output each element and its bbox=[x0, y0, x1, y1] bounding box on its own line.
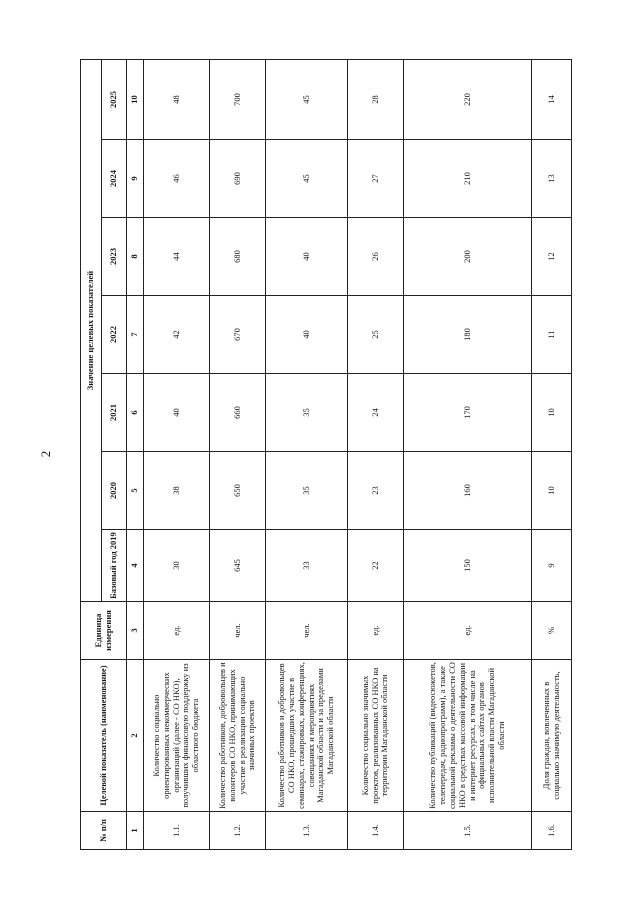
column-number: 8 bbox=[127, 218, 144, 296]
indicators-table bbox=[80, 59, 572, 850]
row-value: 35 bbox=[266, 374, 348, 452]
row-num: 1.4. bbox=[348, 812, 404, 850]
table-row bbox=[404, 59, 532, 849]
header-values-group: Значение целевых показателей bbox=[81, 59, 102, 601]
row-value: 40 bbox=[144, 374, 210, 452]
row-value: 38 bbox=[144, 452, 210, 530]
row-unit: чел. bbox=[210, 602, 266, 660]
row-value: 44 bbox=[144, 218, 210, 296]
row-value: 46 bbox=[144, 140, 210, 218]
row-value: 48 bbox=[144, 59, 210, 139]
row-value: 660 bbox=[210, 374, 266, 452]
row-num: 1.3. bbox=[266, 812, 348, 850]
row-value: 170 bbox=[404, 374, 532, 452]
row-value: 220 bbox=[404, 59, 532, 139]
row-indicator-name: Количество социально ориентированных некоммерческих организаций (далее - СО НКО), получивших финансовую поддержку из областного бюджета bbox=[144, 660, 210, 812]
row-value: 13 bbox=[532, 140, 572, 218]
row-value: 22 bbox=[348, 530, 404, 602]
table-row bbox=[144, 59, 210, 849]
column-number: 2 bbox=[127, 660, 144, 812]
column-number: 7 bbox=[127, 296, 144, 374]
row-value: 40 bbox=[266, 296, 348, 374]
row-value: 200 bbox=[404, 218, 532, 296]
row-value: 45 bbox=[266, 59, 348, 139]
header-year: 2021 bbox=[102, 374, 127, 452]
row-indicator-name: Количество работников, добровольцев и волонтеров СО НКО, принимающих участие в реализации социально значимых проектов bbox=[210, 660, 266, 812]
row-value: 180 bbox=[404, 296, 532, 374]
row-value: 27 bbox=[348, 140, 404, 218]
row-value: 210 bbox=[404, 140, 532, 218]
row-num: 1.6. bbox=[532, 812, 572, 850]
header-year: 2023 bbox=[102, 218, 127, 296]
row-indicator-name: Доля граждан, вовлеченных в социально значимую деятельность, bbox=[532, 660, 572, 812]
row-num: 1.5. bbox=[404, 812, 532, 850]
row-value: 14 bbox=[532, 59, 572, 139]
row-unit: чел. bbox=[266, 602, 348, 660]
row-value: 25 bbox=[348, 296, 404, 374]
row-value: 670 bbox=[210, 296, 266, 374]
row-value: 40 bbox=[266, 218, 348, 296]
row-unit: % bbox=[532, 602, 572, 660]
row-value: 24 bbox=[348, 374, 404, 452]
row-value: 680 bbox=[210, 218, 266, 296]
table-row bbox=[266, 59, 348, 849]
header-num: № п/п bbox=[81, 812, 127, 850]
column-number: 5 bbox=[127, 452, 144, 530]
row-value: 23 bbox=[348, 452, 404, 530]
header-year: 2020 bbox=[102, 452, 127, 530]
row-num: 1.2. bbox=[210, 812, 266, 850]
row-value: 10 bbox=[532, 374, 572, 452]
table-row bbox=[532, 59, 572, 849]
header-year: Базовый год 2019 bbox=[102, 530, 127, 602]
row-value: 42 bbox=[144, 296, 210, 374]
row-value: 35 bbox=[266, 452, 348, 530]
column-number: 3 bbox=[127, 602, 144, 660]
header-year: 2024 bbox=[102, 140, 127, 218]
rotated-table-container bbox=[80, 60, 560, 850]
row-value: 12 bbox=[532, 218, 572, 296]
row-indicator-name: Количество социально значимых проектов, реализованных СО НКО на территории Магаданской области bbox=[348, 660, 404, 812]
header-year: 2025 bbox=[102, 59, 127, 139]
table-row bbox=[348, 59, 404, 849]
row-value: 10 bbox=[532, 452, 572, 530]
column-number: 6 bbox=[127, 374, 144, 452]
table-row bbox=[210, 59, 266, 849]
row-unit: ед. bbox=[144, 602, 210, 660]
header-unit: Единица измерения bbox=[81, 602, 127, 660]
header-row-1 bbox=[81, 59, 102, 849]
row-num: 1.1. bbox=[144, 812, 210, 850]
row-unit: ед. bbox=[404, 602, 532, 660]
column-number: 1 bbox=[127, 812, 144, 850]
row-value: 45 bbox=[266, 140, 348, 218]
row-value: 30 bbox=[144, 530, 210, 602]
row-indicator-name: Количество публикаций (видеосюжетов, телепередач, радиопрограмм), а также социальной рекламы о деятельности СО НКО в средствах массовой информации и интернет ресурсах, в том числе на официальных сайтах органов исполнительной власти Магаданской области bbox=[404, 660, 532, 812]
column-number-row bbox=[127, 59, 144, 849]
row-value: 26 bbox=[348, 218, 404, 296]
header-indicator: Целевой показатель (наименование) bbox=[81, 660, 127, 812]
row-unit: ед. bbox=[348, 602, 404, 660]
column-number: 9 bbox=[127, 140, 144, 218]
row-value: 150 bbox=[404, 530, 532, 602]
row-value: 160 bbox=[404, 452, 532, 530]
column-number: 10 bbox=[127, 59, 144, 139]
row-value: 645 bbox=[210, 530, 266, 602]
row-value: 700 bbox=[210, 59, 266, 139]
row-value: 33 bbox=[266, 530, 348, 602]
row-value: 690 bbox=[210, 140, 266, 218]
row-value: 28 bbox=[348, 59, 404, 139]
row-value: 11 bbox=[532, 296, 572, 374]
row-value: 650 bbox=[210, 452, 266, 530]
column-number: 4 bbox=[127, 530, 144, 602]
row-value: 9 bbox=[532, 530, 572, 602]
row-indicator-name: Количество работников и добровольцев СО НКО, прошедших участие в семинарах, стажировках, конференциях, совещаниях и мероприятиях Магаданской области и за пределами Магаданской области bbox=[266, 660, 348, 812]
page-number: 2 bbox=[38, 450, 53, 458]
header-year: 2022 bbox=[102, 296, 127, 374]
